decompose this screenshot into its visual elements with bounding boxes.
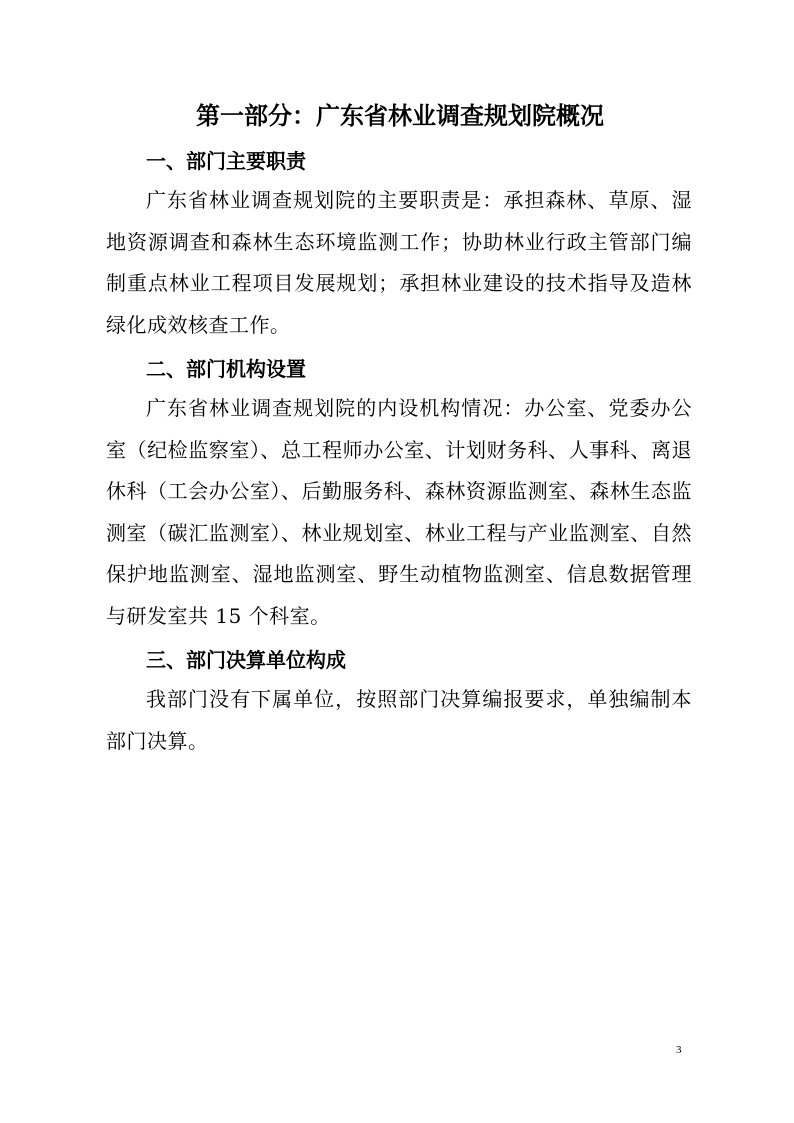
section-heading-duties: 一、部门主要职责 (146, 149, 306, 173)
page-title: 第一部分：广东省林业调查规划院概况 (196, 102, 604, 130)
section-body-organization: 广东省林业调查规划院的内设机构情况：办公室、党委办公室（纪检监察室）、总工程师办公室、计划财务科、人事科、离退休科（工会办公室）、后勤服务科、森林资源监测室、森林生态监测室（碳汇监测室）、林业规划室、林业工程与产业监测室、自然保护地监测室、湿地监测室、野生动植物监测室、信息数据管理与研发室共 15 个科室。 (106, 396, 692, 628)
section-heading-units: 三、部门决算单位构成 (146, 648, 346, 672)
section-heading-organization: 二、部门机构设置 (146, 357, 306, 381)
section-body-units: 我部门没有下属单位，按照部门决算编报要求，单独编制本部门决算。 (106, 687, 692, 753)
section-body-duties: 广东省林业调查规划院的主要职责是：承担森林、草原、湿地资源调查和森林生态环境监测工作；协助林业行政主管部门编制重点林业工程项目发展规划；承担林业建设的技术指导及造林绿化成效核查工作。 (106, 188, 692, 337)
page-number: 3 (676, 1044, 682, 1056)
